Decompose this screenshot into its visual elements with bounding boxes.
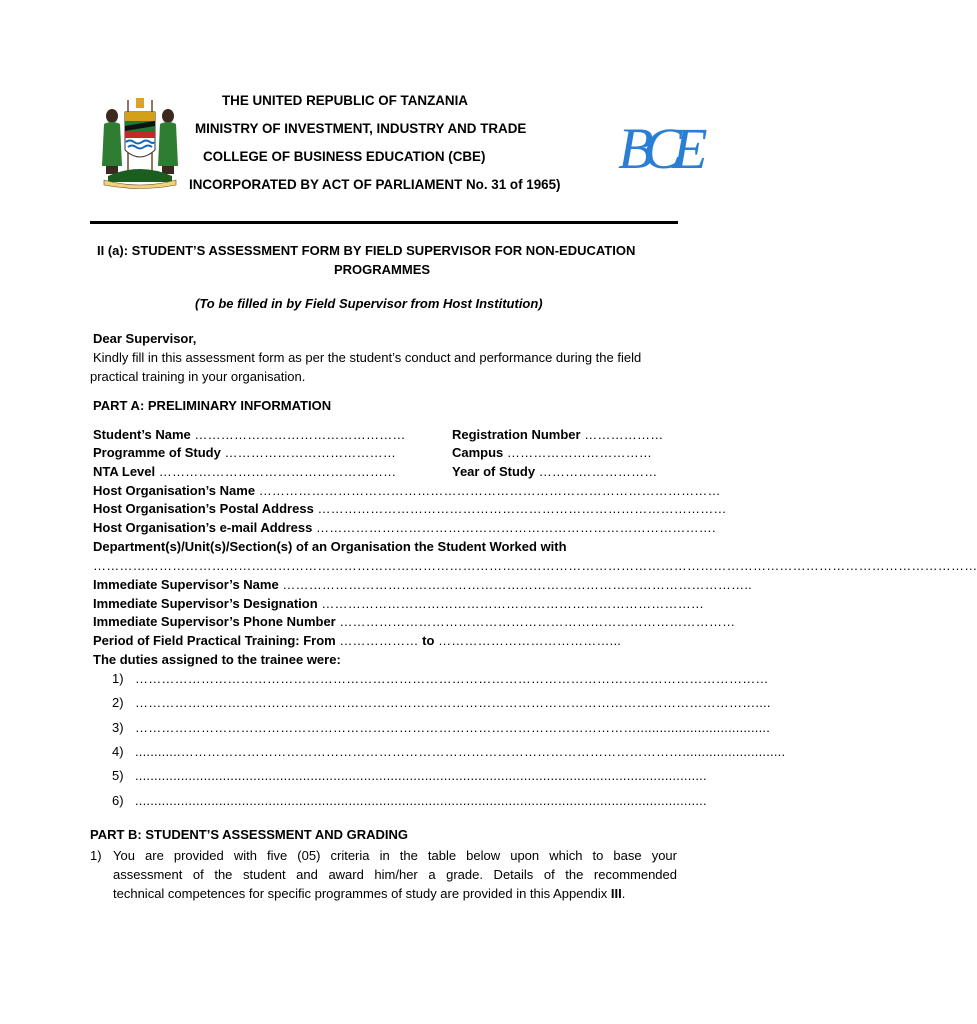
training-period-to-blank: …………………………………...	[438, 633, 622, 648]
duty-blank-line[interactable]: ……………………………………………………………………………………………………...................................	[135, 720, 771, 735]
letter-body-line1: Kindly fill in this assessment form as per the student’s conduct and performance during the field	[93, 350, 642, 365]
registration-number-field[interactable]	[452, 427, 663, 442]
immediate-supervisor-name-label: Immediate Supervisor’s Name	[93, 577, 279, 592]
duty-blank-line[interactable]: ............……………………………………………………………………………………………………...........................	[135, 744, 786, 759]
host-postal-field[interactable]	[93, 501, 727, 516]
immediate-supervisor-name-blank: ……………………………………………………………………………………………..	[282, 577, 752, 592]
duty-blank-line[interactable]: ………………………………………………………………………………………………………………………………	[135, 671, 769, 686]
duty-blank-line[interactable]: ......................................................................................................................................................	[135, 793, 707, 808]
part-b-line3-end: .	[621, 886, 626, 901]
immediate-supervisor-phone-label: Immediate Supervisor’s Phone Number	[93, 614, 336, 629]
header-country: THE UNITED REPUBLIC OF TANZANIA	[222, 93, 468, 108]
campus-field[interactable]	[452, 445, 652, 460]
header-incorporation: INCORPORATED BY ACT OF PARLIAMENT No. 31 of 1965)	[189, 177, 561, 192]
duty-blank-line[interactable]: ......................................................................................................................................................	[135, 768, 707, 783]
host-postal-blank: …………………………………………………………………………………	[317, 501, 727, 516]
duty-number: 2)	[112, 695, 124, 710]
part-b-item-number: 1)	[90, 848, 102, 863]
duty-number: 4)	[112, 744, 124, 759]
programme-field[interactable]	[93, 445, 396, 460]
host-email-field[interactable]	[93, 520, 716, 535]
duty-number: 3)	[112, 720, 124, 735]
part-a-heading: PART A: PRELIMINARY INFORMATION	[93, 398, 332, 413]
host-name-blank: ……………………………………………………………………………………………	[258, 483, 721, 498]
nta-level-blank: ………………………………………………	[158, 464, 397, 479]
header-ministry: MINISTRY OF INVESTMENT, INDUSTRY AND TRADE	[195, 121, 527, 136]
duty-number: 5)	[112, 768, 124, 783]
host-email-blank: ……………………………………………………………………………….	[316, 520, 716, 535]
form-title-line2: PROGRAMMES	[334, 262, 431, 277]
student-name-blank: …………………………………………	[194, 427, 406, 442]
form-title-line1: II (a): STUDENT’S ASSESSMENT FORM BY FIELD SUPERVISOR FOR NON-EDUCATION	[97, 243, 636, 258]
coat-of-arms-logo	[98, 96, 182, 188]
training-period-from-blank: ………………	[339, 633, 419, 648]
registration-number-blank: ………………	[584, 427, 664, 442]
part-b-line1: You are provided with five (05) criteria in the table below upon which to base your	[113, 848, 677, 863]
year-of-study-blank: ………………………	[538, 464, 658, 479]
nta-level-label: NTA Level	[93, 464, 156, 479]
campus-blank: ……………………………	[506, 445, 653, 460]
letter-body-line2: practical training in your organisation.	[90, 369, 306, 384]
year-of-study-label: Year of Study	[452, 464, 536, 479]
registration-number-label: Registration Number	[452, 427, 581, 442]
salutation: Dear Supervisor,	[93, 331, 197, 346]
year-of-study-field[interactable]	[452, 464, 658, 479]
programme-blank: …………………………………	[224, 445, 397, 460]
header-college: COLLEGE OF BUSINESS EDUCATION (CBE)	[203, 149, 486, 164]
training-period-field[interactable]	[93, 633, 621, 648]
campus-label: Campus	[452, 445, 504, 460]
host-name-field[interactable]	[93, 483, 721, 498]
immediate-supervisor-phone-field[interactable]	[93, 614, 735, 629]
immediate-supervisor-name-field[interactable]	[93, 577, 752, 592]
form-subtitle: (To be filled in by Field Supervisor from Host Institution)	[195, 296, 543, 311]
student-name-field[interactable]	[93, 427, 406, 442]
part-b-line2: assessment of the student and award him/her a grade. Details of the recommended	[113, 867, 677, 882]
department-label: Department(s)/Unit(s)/Section(s) of an Organisation the Student Worked with	[93, 539, 567, 554]
duty-blank-line[interactable]: ……………………………………………………………………………………………………………………………....	[135, 695, 771, 710]
duties-label: The duties assigned to the trainee were:	[93, 652, 341, 667]
part-b-line3-text: technical competences for specific programmes of study are provided in this Appendix	[113, 886, 611, 901]
immediate-supervisor-designation-field[interactable]	[93, 596, 704, 611]
duty-number: 6)	[112, 793, 124, 808]
duty-number: 1)	[112, 671, 124, 686]
appendix-number: III	[610, 886, 622, 901]
host-email-label: Host Organisation’s e-mail Address	[93, 520, 313, 535]
cbe-logo	[614, 86, 700, 186]
immediate-supervisor-phone-blank: ………………………………………………………………………………	[339, 614, 736, 629]
host-postal-label: Host Organisation’s Postal Address	[93, 501, 314, 516]
header-divider	[90, 221, 678, 224]
part-b-heading: PART B: STUDENT’S ASSESSMENT AND GRADING	[90, 827, 409, 842]
programme-label: Programme of Study	[93, 445, 221, 460]
immediate-supervisor-designation-blank: ……………………………………………………………………………	[321, 596, 705, 611]
immediate-supervisor-designation-label: Immediate Supervisor’s Designation	[93, 596, 318, 611]
host-name-label: Host Organisation’s Name	[93, 483, 256, 498]
part-b-line3	[113, 886, 625, 901]
department-blank[interactable]: …………………………………………………………………………………………………………………………………………………………………………………	[93, 558, 977, 573]
training-period-label: Period of Field Practical Training: From	[93, 633, 336, 648]
nta-level-field[interactable]	[93, 464, 396, 479]
training-period-to-label: to	[422, 633, 435, 648]
cbe-logo-text: BCE	[618, 116, 698, 181]
student-name-label: Student’s Name	[93, 427, 191, 442]
